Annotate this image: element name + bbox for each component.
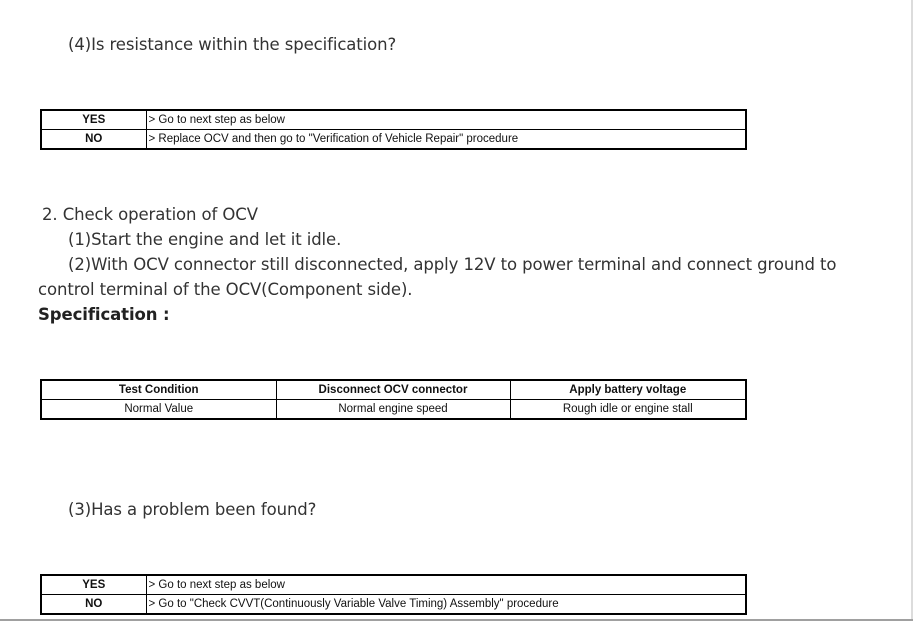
table-row	[41, 110, 746, 130]
yes-label: YES	[41, 110, 146, 130]
header-apply-voltage: Apply battery voltage	[510, 380, 746, 400]
specification-label: Specification :	[38, 305, 170, 324]
table-row	[41, 575, 746, 595]
table-row	[41, 595, 746, 615]
specification-table	[40, 379, 747, 420]
step-2-text-line2: control terminal of the OCV(Component side).	[38, 280, 413, 299]
table-header-row	[41, 380, 746, 400]
header-test-condition: Test Condition	[41, 380, 276, 400]
step-1-text: (1)Start the engine and let it idle.	[68, 230, 342, 249]
cell-rough-idle: Rough idle or engine stall	[510, 400, 746, 420]
yes-action: > Go to next step as below	[146, 575, 746, 595]
no-label: NO	[41, 595, 146, 615]
problem-result-table	[40, 574, 747, 615]
no-label: NO	[41, 130, 146, 150]
table-row	[41, 130, 746, 150]
section-heading: 2. Check operation of OCV	[42, 205, 258, 224]
no-action: > Go to "Check CVVT(Continuously Variable Valve Timing) Assembly" procedure	[146, 595, 746, 615]
no-action: > Replace OCV and then go to "Verification of Vehicle Repair" procedure	[146, 130, 746, 150]
cell-normal-value: Normal Value	[41, 400, 276, 420]
resistance-question: (4)Is resistance within the specification?	[68, 35, 397, 54]
yes-action: > Go to next step as below	[146, 110, 746, 130]
yes-label: YES	[41, 575, 146, 595]
cell-normal-engine-speed: Normal engine speed	[276, 400, 510, 420]
resistance-result-table	[40, 109, 747, 150]
header-disconnect-ocv: Disconnect OCV connector	[276, 380, 510, 400]
table-row	[41, 400, 746, 420]
step-2-text-line1: (2)With OCV connector still disconnected, apply 12V to power terminal and connect ground to	[68, 255, 837, 274]
problem-question: (3)Has a problem been found?	[68, 500, 317, 519]
